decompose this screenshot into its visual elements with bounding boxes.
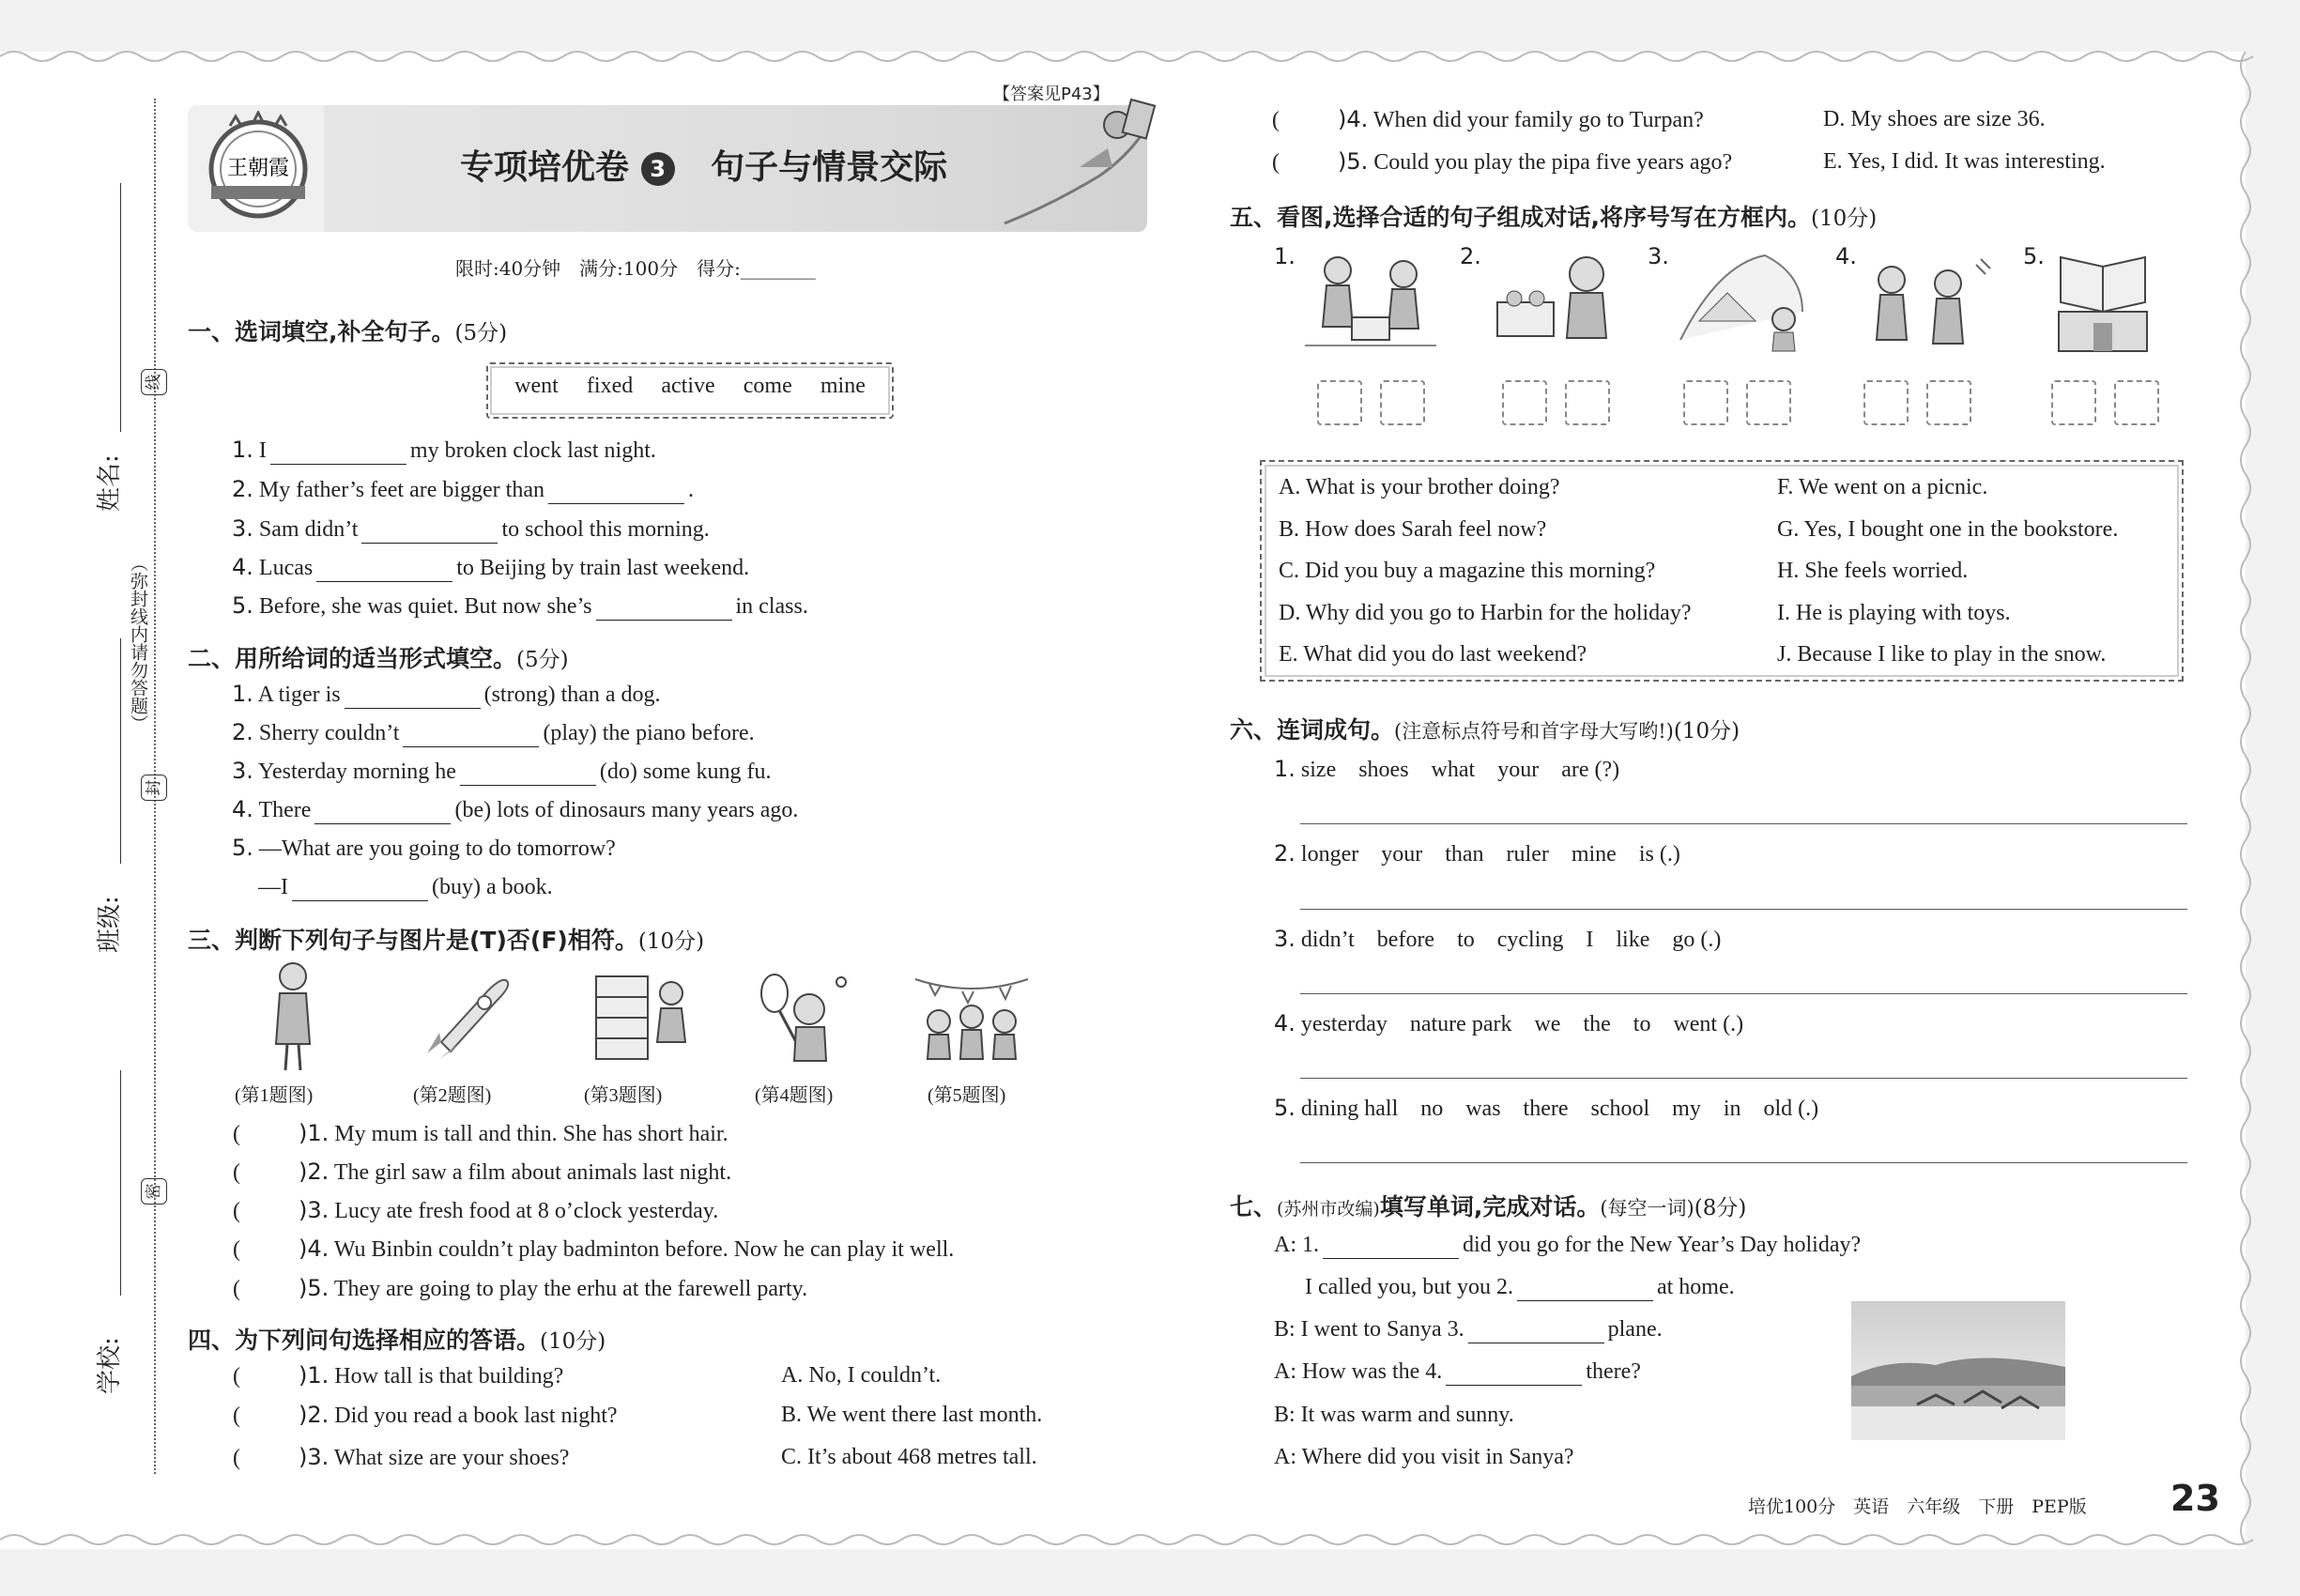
item-text: (play) the piano before. bbox=[543, 721, 755, 745]
item-number: )5. bbox=[299, 1275, 330, 1301]
answer-box[interactable] bbox=[1683, 380, 1728, 425]
item-text: to Beijing by train last weekend. bbox=[456, 556, 750, 580]
item-text: . bbox=[688, 478, 694, 502]
s5-option: E. What did you do last weekend? bbox=[1279, 642, 1587, 667]
s4-answer: D. My shoes are size 36. bbox=[1823, 107, 2046, 131]
item-text: Lucas bbox=[258, 556, 314, 580]
item-text: Wu Binbin couldn’t play badminton before. Now he can play it well. bbox=[333, 1237, 955, 1262]
logo-text: 王朝霞 bbox=[226, 157, 290, 180]
s7-line bbox=[1274, 1358, 1641, 1386]
item-number: )5. bbox=[1338, 148, 1369, 175]
item-text: Lucy ate fresh food at 8 o’clock yesterday. bbox=[334, 1199, 719, 1223]
answer-box[interactable] bbox=[2051, 380, 2096, 425]
item-number: )3. bbox=[299, 1197, 330, 1223]
dialog-text: did you go for the New Year’s Day holiday? bbox=[1463, 1233, 1862, 1257]
s7-line bbox=[1305, 1273, 1735, 1301]
answer-box[interactable] bbox=[1565, 380, 1610, 425]
s7-beach-photo bbox=[1851, 1301, 2065, 1440]
s1-heading bbox=[188, 314, 507, 347]
item-number: 3. bbox=[232, 515, 253, 542]
class-label: 班级: bbox=[96, 896, 124, 953]
s5-option: F. We went on a picnic. bbox=[1777, 475, 1988, 499]
s4-points: (10分) bbox=[540, 1329, 606, 1354]
answer-blank[interactable] bbox=[460, 764, 596, 786]
s5-heading bbox=[1230, 199, 1877, 233]
dialog-text: at home. bbox=[1656, 1275, 1735, 1299]
s5-option: A. What is your brother doing? bbox=[1279, 475, 1560, 499]
s5-picture-snow bbox=[1671, 246, 1812, 354]
item-number: 3. bbox=[1274, 926, 1296, 952]
dialog-text: B: I went to Sanya 3. bbox=[1274, 1317, 1464, 1342]
class-underline bbox=[120, 638, 121, 864]
s2-heading bbox=[188, 640, 569, 674]
item-text: —What are you going to do tomorrow? bbox=[258, 836, 616, 861]
item-number: 4. bbox=[1274, 1010, 1296, 1036]
s1-points: (5分) bbox=[454, 321, 508, 345]
s5-option: B. How does Sarah feel now? bbox=[1279, 517, 1547, 542]
title-main: 专项培优卷 bbox=[460, 148, 630, 187]
s4-question: ( )3. What size are your shoes? bbox=[233, 1444, 570, 1470]
s5-picture-toys bbox=[1488, 246, 1629, 354]
s3-item: ( )5. They are going to play the erhu at the farewell party. bbox=[233, 1275, 808, 1301]
bottom-wavy-border bbox=[0, 1528, 2300, 1551]
item-text: (buy) a book. bbox=[432, 875, 553, 899]
dialog-text: I called you, but you 2. bbox=[1305, 1275, 1513, 1299]
s6-heading bbox=[1230, 712, 1740, 745]
s4-answer: E. Yes, I did. It was interesting. bbox=[1823, 149, 2106, 174]
s4-question: ( )4. When did your family go to Turpan? bbox=[1272, 106, 1704, 132]
answer-box[interactable] bbox=[1317, 380, 1362, 425]
answer-blank[interactable] bbox=[1446, 1364, 1582, 1386]
s3-picture-3 bbox=[591, 967, 695, 1066]
exam-meta: 限时:40分钟 满分:100分 得分:________ bbox=[455, 257, 816, 280]
s5-option: I. He is playing with toys. bbox=[1777, 601, 2011, 625]
s7-line bbox=[1274, 1315, 1663, 1343]
footer-book-info: 培优100分 英语 六年级 下册 PEP版 bbox=[1748, 1496, 2087, 1517]
s6-item bbox=[1274, 839, 1680, 868]
s7-line bbox=[1274, 1401, 1514, 1429]
s5-picture-worried bbox=[1854, 246, 1995, 354]
s4-title: 四、为下列问句选择相应的答语。 bbox=[188, 1327, 541, 1354]
item-number: )4. bbox=[1338, 106, 1369, 132]
item-text: in class. bbox=[735, 594, 808, 619]
s6-note: (注意标点符号和首字母大写哟!) bbox=[1394, 720, 1674, 743]
s2-title: 二、用所给词的适当形式填空。 bbox=[188, 645, 517, 672]
answer-blank[interactable] bbox=[345, 687, 481, 709]
binding-notice-text: （弥封线内请勿答题） bbox=[128, 554, 148, 732]
right-wavy-border bbox=[2234, 52, 2257, 1549]
item-text: A tiger is bbox=[257, 683, 341, 707]
item-number: 3. bbox=[232, 758, 253, 784]
item-number: )3. bbox=[299, 1444, 330, 1470]
item-text: My father’s feet are bigger than bbox=[258, 478, 544, 502]
s2-item bbox=[232, 834, 616, 863]
answer-blank[interactable] bbox=[361, 522, 498, 544]
title-topic: 句子与情景交际 bbox=[711, 148, 948, 187]
s7-note: (每空一词) bbox=[1600, 1197, 1694, 1220]
item-number: 4. bbox=[232, 796, 253, 822]
item-number: 1. bbox=[232, 437, 253, 463]
s5-pic-label: 2. bbox=[1460, 243, 1481, 269]
item-number: 4. bbox=[232, 554, 253, 580]
s3-caption: (第4题图) bbox=[755, 1085, 834, 1106]
s2-item-5b bbox=[258, 873, 553, 901]
word-bank bbox=[486, 374, 894, 399]
s2-item bbox=[232, 757, 772, 786]
word-bank-item: active bbox=[661, 374, 715, 398]
item-text: size shoes what your are (?) bbox=[1300, 758, 1620, 782]
item-text: Did you read a book last night? bbox=[334, 1404, 618, 1428]
s5-option: C. Did you buy a magazine this morning? bbox=[1279, 559, 1656, 583]
item-text: They are going to play the erhu at the farewell party. bbox=[333, 1277, 808, 1301]
item-number: 2. bbox=[232, 476, 253, 502]
header-illustration bbox=[995, 92, 1159, 233]
word-bank-item: fixed bbox=[586, 374, 634, 398]
s2-item bbox=[232, 795, 798, 824]
s1-item bbox=[232, 514, 710, 544]
s5-option: H. She feels worried. bbox=[1777, 559, 1969, 583]
dialog-text: plane. bbox=[1607, 1317, 1663, 1342]
answer-box[interactable] bbox=[1380, 380, 1425, 425]
s6-answer-line[interactable] bbox=[1300, 909, 2187, 910]
item-text: Before, she was quiet. But now she’s bbox=[258, 594, 592, 619]
name-underline bbox=[120, 183, 121, 432]
item-text: Sam didn’t bbox=[258, 517, 359, 542]
item-text: I bbox=[258, 438, 267, 463]
item-text: yesterday nature park we the to went (.) bbox=[1300, 1012, 1744, 1036]
answer-blank[interactable] bbox=[292, 880, 428, 901]
name-label: 姓名: bbox=[96, 454, 124, 512]
s3-item: ( )4. Wu Binbin couldn’t play badminton before. Now he can play it well. bbox=[233, 1235, 955, 1262]
s3-item: ( )1. My mum is tall and thin. She has short hair. bbox=[233, 1120, 728, 1146]
s3-caption: (第1题图) bbox=[235, 1085, 314, 1106]
s1-item bbox=[232, 475, 694, 504]
s3-points: (10分) bbox=[637, 929, 705, 954]
s5-title: 五、看图,选择合适的句子组成对话,将序号写在方框内。 bbox=[1230, 204, 1811, 231]
s3-caption: (第5题图) bbox=[928, 1085, 1006, 1106]
top-wavy-border bbox=[0, 45, 2300, 68]
item-text: (do) some kung fu. bbox=[599, 760, 772, 784]
page-number: 23 bbox=[2170, 1478, 2220, 1519]
item-text: What size are your shoes? bbox=[333, 1446, 570, 1470]
dialog-text: A: 1. bbox=[1274, 1233, 1319, 1257]
s3-picture-5 bbox=[911, 965, 1033, 1068]
s3-picture-1 bbox=[265, 959, 321, 1074]
s6-item bbox=[1274, 925, 1721, 954]
s4-answer: B. We went there last month. bbox=[781, 1403, 1043, 1427]
item-number: )2. bbox=[299, 1402, 330, 1428]
item-text: There bbox=[258, 798, 312, 822]
item-number: 5. bbox=[232, 592, 253, 619]
s7-line bbox=[1274, 1231, 1861, 1259]
s1-item bbox=[232, 591, 808, 621]
s1-item bbox=[232, 436, 656, 465]
s6-points: (10分) bbox=[1673, 719, 1740, 744]
answer-blank[interactable] bbox=[270, 443, 406, 465]
s5-pic-label: 3. bbox=[1648, 243, 1669, 269]
s5-picture-bookstore bbox=[2051, 246, 2154, 354]
word-bank-item: mine bbox=[820, 374, 866, 398]
answer-box[interactable] bbox=[1863, 380, 1909, 425]
s3-caption: (第2题图) bbox=[413, 1085, 492, 1106]
item-number: )4. bbox=[299, 1235, 330, 1262]
answer-blank[interactable] bbox=[1468, 1322, 1604, 1343]
s5-pic-label: 5. bbox=[2023, 243, 2045, 269]
s5-option: D. Why did you go to Harbin for the holiday? bbox=[1279, 601, 1692, 625]
school-underline bbox=[120, 1070, 121, 1296]
s4-question: ( )2. Did you read a book last night? bbox=[233, 1402, 618, 1428]
item-text: Could you play the pipa five years ago? bbox=[1373, 150, 1733, 175]
item-text: When did your family go to Turpan? bbox=[1372, 108, 1704, 132]
word-bank-item: come bbox=[743, 374, 792, 398]
answer-reference: 【答案见P43】 bbox=[993, 84, 1110, 104]
s7-title: 填写单词,完成对话。 bbox=[1379, 1193, 1601, 1220]
s2-item bbox=[232, 680, 661, 709]
brand-logo bbox=[202, 111, 314, 223]
s5-option: G. Yes, I bought one in the bookstore. bbox=[1777, 517, 2119, 542]
answer-blank[interactable] bbox=[316, 560, 452, 582]
item-text: longer your than ruler mine is (.) bbox=[1300, 842, 1680, 867]
seal-seal: 封 bbox=[141, 775, 167, 801]
item-text: (strong) than a dog. bbox=[483, 683, 661, 707]
s5-option: J. Because I like to play in the snow. bbox=[1777, 642, 2107, 667]
dialog-text: A: How was the 4. bbox=[1274, 1359, 1443, 1384]
answer-blank[interactable] bbox=[548, 483, 684, 504]
s6-answer-line[interactable] bbox=[1300, 993, 2187, 994]
item-text: (be) lots of dinosaurs many years ago. bbox=[454, 798, 799, 822]
title-number-badge: 3 bbox=[641, 152, 675, 186]
s5-pic-label: 4. bbox=[1835, 243, 1857, 269]
dialog-text: A: Where did you visit in Sanya? bbox=[1274, 1445, 1574, 1469]
item-text: dining hall no was there school my in old (.) bbox=[1300, 1097, 1819, 1121]
word-bank-item: went bbox=[514, 374, 559, 398]
item-number: )1. bbox=[299, 1120, 330, 1146]
s4-heading bbox=[188, 1322, 606, 1356]
s3-item: ( )2. The girl saw a film about animals last night. bbox=[233, 1159, 732, 1185]
dialog-text: there? bbox=[1586, 1359, 1641, 1384]
s6-answer-line[interactable] bbox=[1300, 1162, 2187, 1163]
answer-blank[interactable] bbox=[1517, 1280, 1653, 1301]
item-number: 1. bbox=[1274, 756, 1296, 782]
s5-points: (10分) bbox=[1811, 207, 1878, 231]
s4-answer: A. No, I couldn’t. bbox=[781, 1363, 942, 1388]
item-number: 5. bbox=[232, 835, 253, 861]
item-number: 5. bbox=[1274, 1095, 1296, 1121]
s2-item bbox=[232, 718, 755, 747]
dialog-text: B: It was warm and sunny. bbox=[1274, 1403, 1514, 1427]
answer-blank[interactable] bbox=[314, 803, 451, 824]
s7-line bbox=[1274, 1443, 1574, 1471]
s3-item: ( )3. Lucy ate fresh food at 8 o’clock yesterday. bbox=[233, 1197, 719, 1223]
s4-answer: C. It’s about 468 metres tall. bbox=[781, 1445, 1037, 1469]
s6-answer-line[interactable] bbox=[1300, 823, 2187, 824]
item-text: How tall is that building? bbox=[334, 1364, 564, 1389]
item-text: my broken clock last night. bbox=[409, 438, 656, 463]
s3-title: 三、判断下列句子与图片是(T)否(F)相符。 bbox=[188, 927, 638, 954]
s6-item bbox=[1274, 1009, 1743, 1038]
s6-title: 六、连词成句。 bbox=[1230, 716, 1395, 744]
s6-answer-line[interactable] bbox=[1300, 1078, 2187, 1079]
s4-question: ( )5. Could you play the pipa five years ago? bbox=[1272, 148, 1733, 175]
item-text: My mum is tall and thin. She has short hair. bbox=[334, 1122, 728, 1146]
item-text: didn’t before to cycling I like go (.) bbox=[1300, 928, 1722, 952]
item-text: The girl saw a film about animals last night. bbox=[333, 1160, 732, 1185]
s3-picture-2 bbox=[422, 967, 516, 1061]
item-number: 1. bbox=[232, 681, 253, 707]
item-number: )1. bbox=[299, 1362, 330, 1389]
answer-box[interactable] bbox=[1502, 380, 1547, 425]
answer-blank[interactable] bbox=[1323, 1237, 1459, 1259]
s7-prefix: 七、 bbox=[1230, 1193, 1278, 1220]
s5-pic-label: 1. bbox=[1274, 243, 1296, 269]
answer-blank[interactable] bbox=[403, 726, 539, 747]
item-number: 2. bbox=[232, 719, 253, 745]
s4-question: ( )1. How tall is that building? bbox=[233, 1362, 564, 1389]
s3-caption: (第3题图) bbox=[584, 1085, 663, 1106]
item-text: Yesterday morning he bbox=[258, 760, 456, 784]
school-label: 学校: bbox=[96, 1337, 124, 1394]
s7-heading bbox=[1230, 1189, 1746, 1222]
answer-box[interactable] bbox=[2114, 380, 2159, 425]
s7-source: (苏州市改编) bbox=[1277, 1199, 1380, 1220]
item-text: —I bbox=[258, 875, 288, 899]
answer-box[interactable] bbox=[1746, 380, 1791, 425]
s3-heading bbox=[188, 922, 704, 956]
s2-points: (5分) bbox=[516, 648, 569, 672]
item-number: )2. bbox=[299, 1159, 330, 1185]
s1-title: 一、选词填空,补全句子。 bbox=[188, 318, 455, 345]
s3-picture-4 bbox=[751, 967, 854, 1066]
seal-line: 线 bbox=[141, 369, 167, 395]
answer-box[interactable] bbox=[1926, 380, 1971, 425]
s6-item bbox=[1274, 1094, 1818, 1123]
item-text: to school this morning. bbox=[501, 517, 710, 542]
s7-points: (8分) bbox=[1694, 1196, 1747, 1220]
item-text: Sherry couldn’t bbox=[258, 721, 400, 745]
item-number: 2. bbox=[1274, 840, 1296, 867]
binding-notice bbox=[124, 554, 152, 737]
answer-blank[interactable] bbox=[596, 599, 732, 621]
seal-secret: 密 bbox=[141, 1178, 167, 1205]
s6-item bbox=[1274, 755, 1619, 784]
s1-item bbox=[232, 553, 749, 582]
page-title bbox=[460, 141, 947, 189]
s5-picture-picnic bbox=[1300, 242, 1441, 355]
